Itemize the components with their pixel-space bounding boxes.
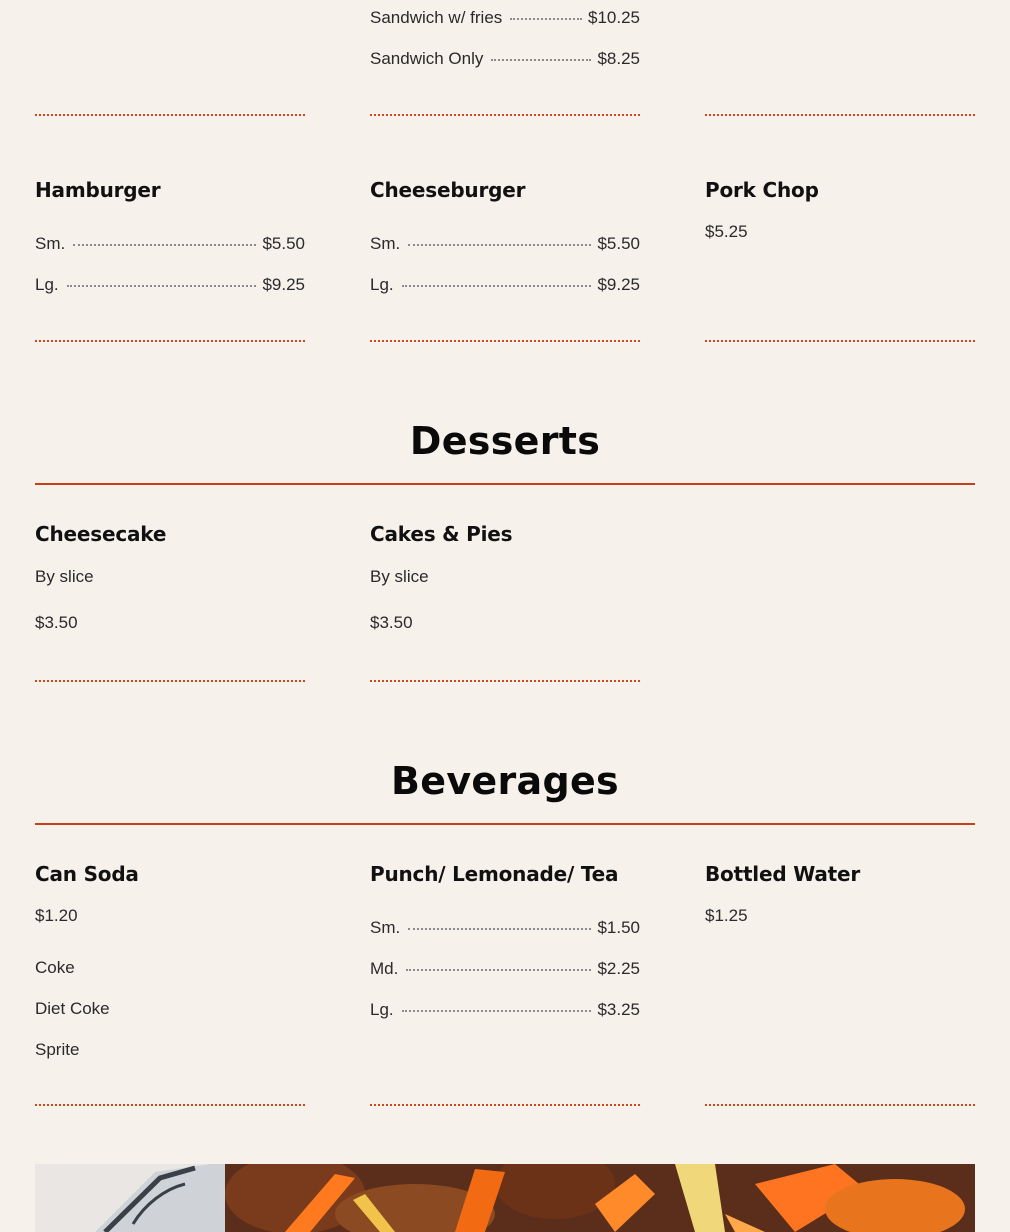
item-title-cheeseburger: Cheeseburger bbox=[370, 178, 526, 202]
price-row-label: Sm. bbox=[370, 234, 401, 253]
price-row-price: $2.25 bbox=[597, 959, 640, 978]
price-row-price: $8.25 bbox=[597, 49, 640, 68]
price-row-punch-sm bbox=[370, 918, 640, 940]
dot-leader bbox=[402, 1010, 592, 1012]
section-rule bbox=[35, 483, 975, 485]
price-row-price: $10.25 bbox=[588, 8, 640, 27]
price-row-cheeseburger-sm bbox=[370, 234, 640, 256]
price-row-label: Sm. bbox=[35, 234, 66, 253]
price-row-price: $5.50 bbox=[597, 234, 640, 253]
price-bottled-water: $1.25 bbox=[705, 906, 748, 925]
price-row-sandwich-only bbox=[370, 49, 640, 71]
price-row-price: $9.25 bbox=[597, 275, 640, 294]
menu-divider bbox=[705, 340, 975, 342]
price-cheesecake: $3.50 bbox=[35, 613, 78, 632]
item-title-punch-lemonade-tea: Punch/ Lemonade/ Tea bbox=[370, 862, 619, 886]
price-row-punch-lg bbox=[370, 1000, 640, 1022]
item-title-bottled-water: Bottled Water bbox=[705, 862, 861, 886]
menu-divider bbox=[35, 340, 305, 342]
dot-leader bbox=[491, 59, 591, 61]
price-row-price: $1.50 bbox=[597, 918, 640, 937]
price-row-punch-md bbox=[370, 959, 640, 981]
price-row-cheeseburger-lg bbox=[370, 275, 640, 297]
price-row-hamburger-lg bbox=[35, 275, 305, 297]
menu-divider bbox=[705, 1104, 975, 1106]
soda-flavor: Coke bbox=[35, 958, 75, 977]
item-title-cheesecake: Cheesecake bbox=[35, 522, 167, 546]
dot-leader bbox=[510, 18, 582, 20]
menu-divider bbox=[35, 114, 305, 116]
section-heading-beverages: Beverages bbox=[391, 759, 619, 803]
item-title-pork-chop: Pork Chop bbox=[705, 178, 819, 202]
price-row-price: $3.25 bbox=[597, 1000, 640, 1019]
item-note-cheesecake: By slice bbox=[35, 567, 94, 586]
price-row-label: Sandwich Only bbox=[370, 49, 484, 68]
price-row-price: $9.25 bbox=[262, 275, 305, 294]
price-row-label: Sandwich w/ fries bbox=[370, 8, 503, 27]
menu-divider bbox=[370, 680, 640, 682]
price-pork-chop: $5.25 bbox=[705, 222, 748, 241]
price-row-hamburger-sm bbox=[35, 234, 305, 256]
item-title-hamburger: Hamburger bbox=[35, 178, 161, 202]
item-title-cakes-pies: Cakes & Pies bbox=[370, 522, 513, 546]
price-row-label: Lg. bbox=[370, 1000, 394, 1019]
section-rule bbox=[35, 823, 975, 825]
price-row-label: Lg. bbox=[35, 275, 59, 294]
menu-divider bbox=[370, 114, 640, 116]
price-row-label: Sm. bbox=[370, 918, 401, 937]
item-title-can-soda: Can Soda bbox=[35, 862, 139, 886]
dot-leader bbox=[73, 244, 256, 246]
price-row-sandwich-fries bbox=[370, 8, 640, 30]
dot-leader bbox=[67, 285, 257, 287]
menu-divider bbox=[370, 340, 640, 342]
dot-leader bbox=[408, 244, 591, 246]
food-photo-image bbox=[35, 1164, 975, 1232]
menu-divider bbox=[35, 1104, 305, 1106]
menu-divider bbox=[35, 680, 305, 682]
dot-leader bbox=[402, 285, 592, 287]
food-photo bbox=[35, 1164, 975, 1232]
soda-flavor: Sprite bbox=[35, 1040, 80, 1059]
price-cakes-pies: $3.50 bbox=[370, 613, 413, 632]
price-row-label: Lg. bbox=[370, 275, 394, 294]
soda-flavor: Diet Coke bbox=[35, 999, 110, 1018]
dot-leader bbox=[406, 969, 591, 971]
menu-divider bbox=[370, 1104, 640, 1106]
price-row-label: Md. bbox=[370, 959, 399, 978]
menu-divider bbox=[705, 114, 975, 116]
item-note-cakes-pies: By slice bbox=[370, 567, 429, 586]
price-row-price: $5.50 bbox=[262, 234, 305, 253]
dot-leader bbox=[408, 928, 591, 930]
price-can-soda: $1.20 bbox=[35, 906, 78, 925]
section-heading-desserts: Desserts bbox=[409, 419, 601, 463]
